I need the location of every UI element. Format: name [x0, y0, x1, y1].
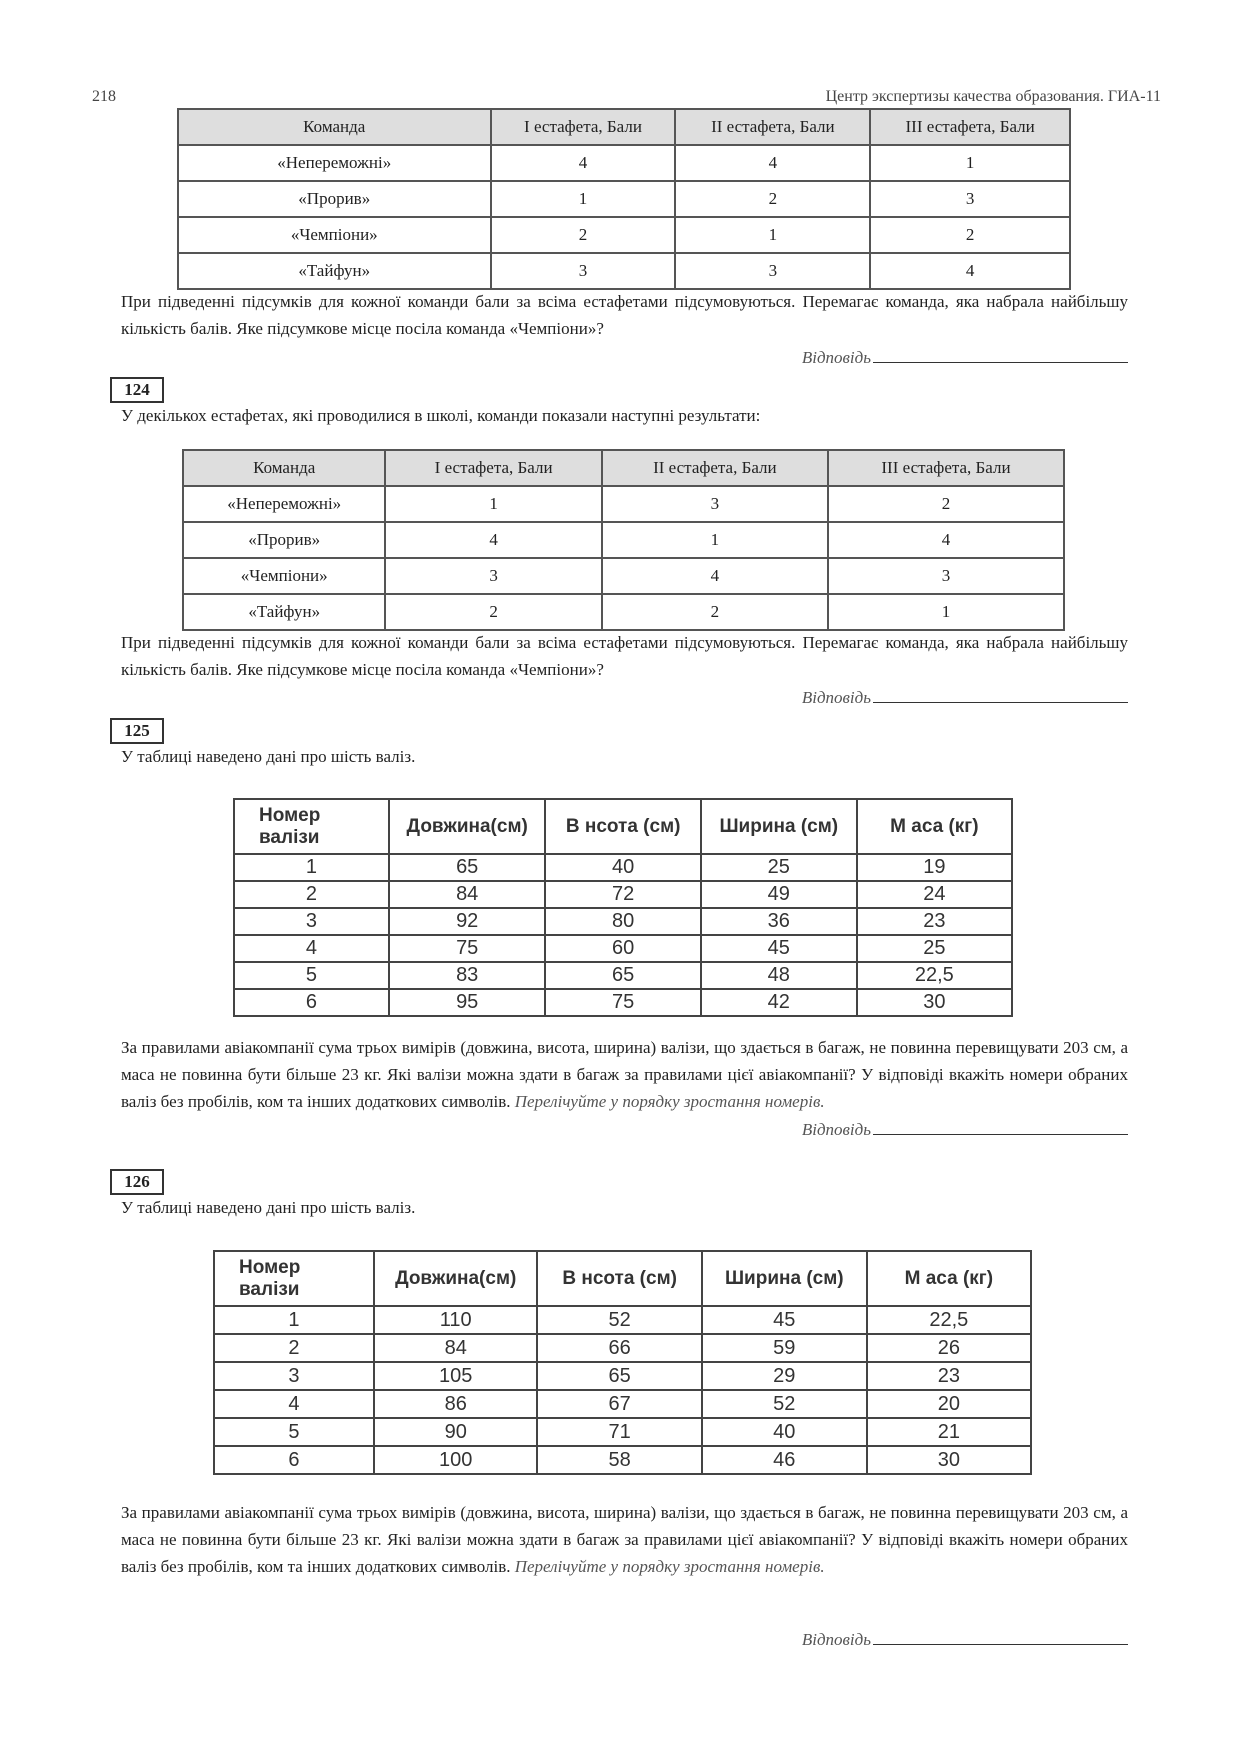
mass-cell: 30 — [857, 989, 1012, 1016]
answer-label: Відповідь — [801, 1120, 871, 1139]
answer-line — [873, 684, 1128, 703]
page-header-title: Центр экспертизы качества образования. ГИА-11 — [825, 88, 1161, 105]
table-row — [214, 1446, 1031, 1474]
question-number-125: 125 — [110, 718, 164, 744]
answer-label: Відповідь — [801, 1630, 871, 1649]
score-cell: 4 — [602, 558, 828, 594]
team-name: «Прорив» — [183, 522, 385, 558]
score-cell: 4 — [385, 522, 601, 558]
table-row — [183, 594, 1064, 630]
score-cell: 2 — [870, 217, 1070, 253]
score-cell: 1 — [602, 522, 828, 558]
team-name: «Непереможні» — [178, 145, 491, 181]
relay-table-123 — [177, 108, 1071, 290]
suitcase-number: 5 — [234, 962, 389, 989]
score-cell: 4 — [675, 145, 870, 181]
length-cell: 86 — [374, 1390, 537, 1418]
length-cell: 100 — [374, 1446, 537, 1474]
table-header-row — [234, 799, 1012, 854]
question-126-text — [121, 1499, 1128, 1580]
height-cell: 58 — [537, 1446, 701, 1474]
height-cell: 52 — [537, 1306, 701, 1334]
answer-field-123[interactable] — [0, 344, 1128, 368]
question-number-126: 126 — [110, 1169, 164, 1195]
table-header-row — [214, 1251, 1031, 1306]
header-relay-2: II естафета, Бали — [602, 450, 828, 486]
width-cell: 52 — [702, 1390, 867, 1418]
height-cell: 80 — [545, 908, 700, 935]
suitcase-number: 2 — [234, 881, 389, 908]
header-length: Довжина(см) — [374, 1251, 537, 1306]
height-cell: 60 — [545, 935, 700, 962]
score-cell: 4 — [491, 145, 676, 181]
mass-cell: 30 — [867, 1446, 1031, 1474]
height-cell: 67 — [537, 1390, 701, 1418]
team-name: «Тайфун» — [178, 253, 491, 289]
question-126-body: За правилами авіакомпанії сума трьох вимірів (довжина, висота, ширина) валізи, що здається в багаж, не повинна перевищувати 203 см, а маса не повинна бути більше 23 кг. Які валізи можна здати в багаж за правилами цієї авіакомпанії? У відповіді вкажіть номери обраних валіз без пробілів, ком та інших додаткових символів. — [121, 1503, 1128, 1576]
question-125-instruction: Перелічуйте у порядку зростання номерів. — [514, 1092, 825, 1111]
header-width: Ширина (см) — [702, 1251, 867, 1306]
suitcase-number: 6 — [234, 989, 389, 1016]
mass-cell: 23 — [857, 908, 1012, 935]
table-row — [214, 1334, 1031, 1362]
score-cell: 2 — [491, 217, 676, 253]
score-cell: 2 — [385, 594, 601, 630]
relay-table-124 — [182, 449, 1065, 631]
score-cell: 3 — [491, 253, 676, 289]
score-cell: 4 — [828, 522, 1064, 558]
width-cell: 25 — [701, 854, 857, 881]
table-row — [234, 908, 1012, 935]
header-relay-1: I естафета, Бали — [385, 450, 601, 486]
header-relay-3: III естафета, Бали — [870, 109, 1070, 145]
suitcase-number: 5 — [214, 1418, 374, 1446]
table-row — [183, 558, 1064, 594]
table-row — [234, 935, 1012, 962]
score-cell: 4 — [870, 253, 1070, 289]
height-cell: 65 — [537, 1362, 701, 1390]
question-123-text: При підведенні підсумків для кожної команди бали за всіма естафетами підсумовуються. Перемагає команда, яка набрала найбільшу кількість балів. Яке підсумкове місце посіла команда «Чемпіони»? — [121, 292, 1128, 338]
header-suitcase-number: Номер валізи — [234, 799, 389, 854]
length-cell: 90 — [374, 1418, 537, 1446]
question-125-intro: У таблиці наведено дані про шість валіз. — [121, 747, 416, 766]
header-relay-3: III естафета, Бали — [828, 450, 1064, 486]
score-cell: 3 — [385, 558, 601, 594]
width-cell: 49 — [701, 881, 857, 908]
answer-line — [873, 1626, 1128, 1645]
width-cell: 45 — [701, 935, 857, 962]
table-row — [234, 962, 1012, 989]
length-cell: 84 — [374, 1334, 537, 1362]
answer-field-125[interactable] — [0, 1116, 1128, 1140]
length-cell: 105 — [374, 1362, 537, 1390]
team-name: «Прорив» — [178, 181, 491, 217]
length-cell: 65 — [389, 854, 545, 881]
score-cell: 1 — [870, 145, 1070, 181]
length-cell: 110 — [374, 1306, 537, 1334]
header-team: Команда — [178, 109, 491, 145]
height-cell: 72 — [545, 881, 700, 908]
length-cell: 95 — [389, 989, 545, 1016]
height-cell: 75 — [545, 989, 700, 1016]
table-row — [234, 854, 1012, 881]
team-name: «Непереможні» — [183, 486, 385, 522]
table-row — [214, 1306, 1031, 1334]
table-row — [183, 522, 1064, 558]
mass-cell: 21 — [867, 1418, 1031, 1446]
question-126-intro: У таблиці наведено дані про шість валіз. — [121, 1198, 416, 1217]
table-header-row — [183, 450, 1064, 486]
score-cell: 1 — [385, 486, 601, 522]
height-cell: 65 — [545, 962, 700, 989]
mass-cell: 22,5 — [857, 962, 1012, 989]
score-cell: 3 — [828, 558, 1064, 594]
mass-cell: 22,5 — [867, 1306, 1031, 1334]
width-cell: 40 — [702, 1418, 867, 1446]
width-cell: 48 — [701, 962, 857, 989]
header-mass: М аса (кг) — [857, 799, 1012, 854]
header-height: В нсота (см) — [537, 1251, 701, 1306]
width-cell: 45 — [702, 1306, 867, 1334]
mass-cell: 20 — [867, 1390, 1031, 1418]
header-relay-1: I естафета, Бали — [491, 109, 676, 145]
table-header-row — [178, 109, 1070, 145]
score-cell: 1 — [828, 594, 1064, 630]
question-number-124: 124 — [110, 377, 164, 403]
table-row — [183, 486, 1064, 522]
question-124-text: При підведенні підсумків для кожної команди бали за всіма естафетами підсумовуються. Перемагає команда, яка набрала найбільшу кількість балів. Яке підсумкове місце посіла команда «Чемпіони»? — [121, 633, 1128, 679]
answer-label: Відповідь — [801, 348, 871, 367]
team-name: «Тайфун» — [183, 594, 385, 630]
length-cell: 92 — [389, 908, 545, 935]
table-row — [178, 181, 1070, 217]
width-cell: 46 — [702, 1446, 867, 1474]
team-name: «Чемпіони» — [178, 217, 491, 253]
width-cell: 36 — [701, 908, 857, 935]
answer-line — [873, 1116, 1128, 1135]
score-cell: 1 — [491, 181, 676, 217]
header-suitcase-number: Номер валізи — [214, 1251, 374, 1306]
team-name: «Чемпіони» — [183, 558, 385, 594]
length-cell: 83 — [389, 962, 545, 989]
score-cell: 2 — [828, 486, 1064, 522]
answer-field-126[interactable] — [0, 1626, 1128, 1650]
table-row — [234, 881, 1012, 908]
answer-field-124[interactable] — [0, 684, 1128, 708]
height-cell: 66 — [537, 1334, 701, 1362]
score-cell: 3 — [675, 253, 870, 289]
header-relay-2: II естафета, Бали — [675, 109, 870, 145]
question-126-instruction: Перелічуйте у порядку зростання номерів. — [514, 1557, 825, 1576]
score-cell: 2 — [675, 181, 870, 217]
table-row — [234, 989, 1012, 1016]
length-cell: 84 — [389, 881, 545, 908]
header-length: Довжина(см) — [389, 799, 545, 854]
suitcase-number: 2 — [214, 1334, 374, 1362]
score-cell: 3 — [870, 181, 1070, 217]
width-cell: 42 — [701, 989, 857, 1016]
page-number: 218 — [92, 88, 116, 105]
answer-label: Відповідь — [801, 688, 871, 707]
header-height: В нсота (см) — [545, 799, 700, 854]
mass-cell: 23 — [867, 1362, 1031, 1390]
suitcase-number: 4 — [234, 935, 389, 962]
suitcase-number: 3 — [214, 1362, 374, 1390]
header-width: Ширина (см) — [701, 799, 857, 854]
table-row — [178, 145, 1070, 181]
mass-cell: 24 — [857, 881, 1012, 908]
mass-cell: 26 — [867, 1334, 1031, 1362]
mass-cell: 25 — [857, 935, 1012, 962]
suitcase-number: 1 — [214, 1306, 374, 1334]
question-125-body: За правилами авіакомпанії сума трьох вимірів (довжина, висота, ширина) валізи, що здається в багаж, не повинна перевищувати 203 см, а маса не повинна бути більше 23 кг. Які валізи можна здати в багаж за правилами цієї авіакомпанії? У відповіді вкажіть номери обраних валіз без пробілів, ком та інших додаткових символів. — [121, 1038, 1128, 1111]
score-cell: 3 — [602, 486, 828, 522]
suitcase-number: 4 — [214, 1390, 374, 1418]
suitcase-table-125 — [233, 798, 1013, 1017]
width-cell: 29 — [702, 1362, 867, 1390]
suitcase-number: 1 — [234, 854, 389, 881]
header-team: Команда — [183, 450, 385, 486]
question-124-intro: У декількох естафетах, які проводилися в школі, команди показали наступні результати: — [121, 406, 761, 425]
width-cell: 59 — [702, 1334, 867, 1362]
height-cell: 40 — [545, 854, 700, 881]
question-125-text — [121, 1034, 1128, 1115]
header-mass: М аса (кг) — [867, 1251, 1031, 1306]
mass-cell: 19 — [857, 854, 1012, 881]
answer-line — [873, 344, 1128, 363]
suitcase-table-126 — [213, 1250, 1032, 1475]
score-cell: 1 — [675, 217, 870, 253]
height-cell: 71 — [537, 1418, 701, 1446]
table-row — [214, 1390, 1031, 1418]
score-cell: 2 — [602, 594, 828, 630]
suitcase-number: 6 — [214, 1446, 374, 1474]
table-row — [178, 253, 1070, 289]
suitcase-number: 3 — [234, 908, 389, 935]
table-row — [214, 1418, 1031, 1446]
length-cell: 75 — [389, 935, 545, 962]
table-row — [214, 1362, 1031, 1390]
table-row — [178, 217, 1070, 253]
